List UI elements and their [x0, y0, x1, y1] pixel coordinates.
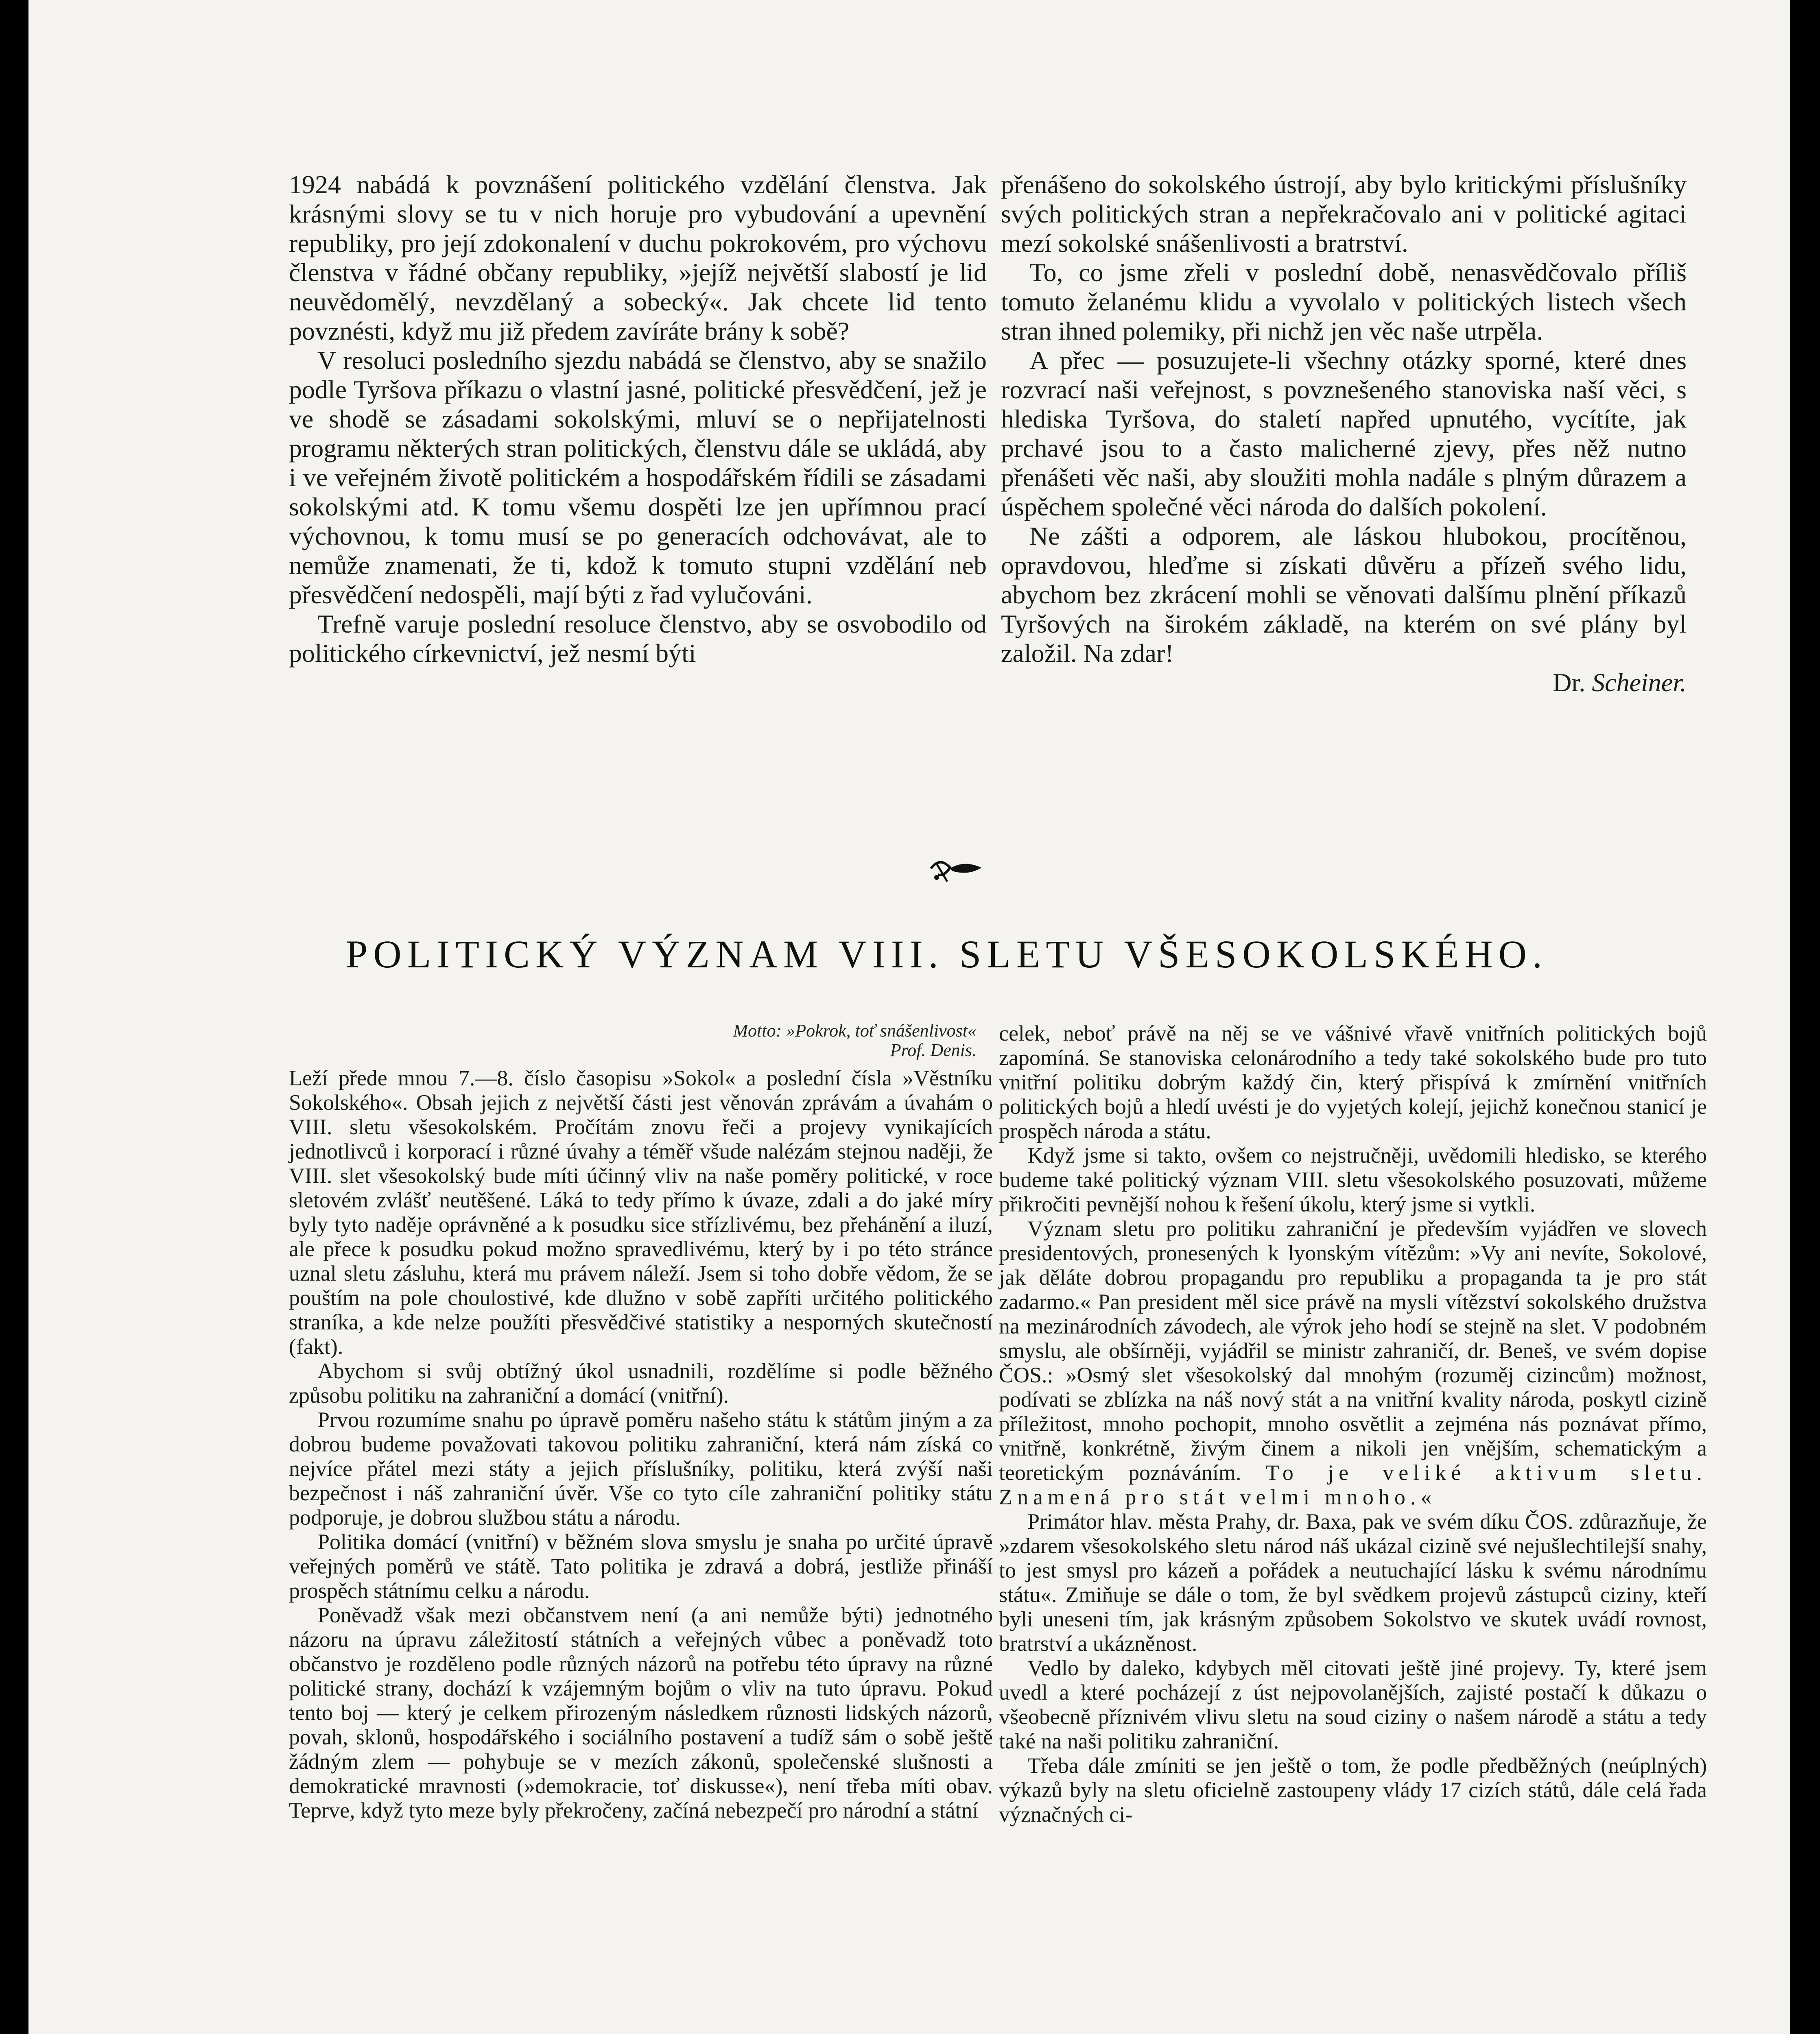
paragraph: Politika domácí (vnitřní) v běžném slova smyslu je snaha po určité úpravě veřejných poměrů ve státě. Tato politika je zdravá a dobrá, jestliže přináší prospěch státnímu celku a národu. — [289, 1530, 993, 1603]
leaf-ornament-icon — [928, 852, 985, 885]
quote-text: Význam sletu pro politiku zahraniční je především vyjádřen ve slovech presidentových, pronesených k lyonským vítězům: »Vy ani nevíte, Sokolové, jak děláte dobrou propagandu pro republiku a propaganda ta je pro stát zadarmo.« Pan president měl sice právě na mysli vítězství sokolského družstva na mezinárodních závodech, ale výrok jeho hodí se stejně na slet. V podobném smyslu, ale obšírněji, vyjádřil se ministr zahraničí, dr. Beneš, ve svém dopise ČOS.: »Osmý slet všesokolský dal mnohým (rozuměj cizincům) možnost, podívati se zblízka na náš nový stát a na vnitřní kvality národa, poskytl cizině příležitost, mnoho pochopit, mnoho osvětlit a zejména nás poznávat přímo, vnitřně, konkrétně, živým činem a nikoli jen vnějším, schematickým a teoretickým poznáváním. — [999, 1216, 1707, 1485]
spaced-quote: To je veliké aktivum sletu. Znamená pro stát velmi mnoho.« — [999, 1460, 1707, 1509]
motto — [598, 1021, 977, 1060]
paragraph: Abychom si svůj obtížný úkol usnadnili, rozdělíme si podle běžného způsobu politiku na zahraniční a domácí (vnitřní). — [289, 1359, 993, 1408]
paragraph: Když jsme si takto, ovšem co nejstručněji, uvědomili hledisko, se kterého budeme také politický význam VIII. sletu všesokolského posuzovati, můžeme přikročiti pevnější nohou k řešení úkolu, který jsme si vytkli. — [999, 1143, 1707, 1216]
author-signature — [1001, 668, 1687, 697]
paragraph: přenášeno do sokolského ústrojí, aby bylo kritickými příslušníky svých politických stran a nepřekračovalo ani v politické agitaci mezí sokolské snášenlivosti a bratrství. — [1001, 170, 1687, 258]
paragraph: Trefně varuje poslední resoluce členstvo, aby se osvobodilo od politického církevnictví, jež nesmí býti — [289, 609, 987, 668]
paragraph: Ne zášti a odporem, ale láskou hlubokou, procítěnou, opravdovou, hleďme si získati důvěru a přízeň svého lidu, abychom bez zkrácení mohli se věnovati dalšímu plnění příkazů Tyršových na širokém základě, na kterém on své plány byl založil. Na zdar! — [1001, 522, 1687, 668]
bottom-left-column — [289, 1066, 993, 1822]
paragraph: To, co jsme zřeli v poslední době, nenasvědčovalo příliš tomuto želanému klidu a vyvolalo v politických listech všech stran ihned polemiky, při nichž jen věc naše utrpěla. — [1001, 258, 1687, 345]
signature-prefix: Dr. — [1553, 668, 1592, 697]
top-left-column — [289, 170, 987, 668]
signature-name: Scheiner. — [1592, 668, 1687, 697]
paragraph: A přec — posuzujete-li všechny otázky sporné, které dnes rozvrací naši veřejnost, s povznešeného stanoviska naší věci, s hlediska Tyršova, do staletí napřed upnutého, vycítíte, jak prchavé jsou to a často malicherné zjevy, přes něž nutno přenášeti věc naši, aby sloužiti mohla nadále s plným důrazem a úspěchem společné věci národa do dalších pokolení. — [1001, 346, 1687, 521]
paragraph: Prvou rozumíme snahu po úpravě poměru našeho státu k státům jiným a za dobrou budeme považovati takovou politiku zahraniční, která nám získá co nejvíce přátel mezi státy a jejich příslušníky, politiku, která zvýší naši bezpečnost i náš zahraniční úvěr. Vše co tyto cíle zahraniční politiky státu podporuje, je dobrou službou státu a národu. — [289, 1408, 993, 1530]
bottom-right-column — [999, 1021, 1707, 1827]
paragraph: 1924 nabádá k povznášení politického vzdělání členstva. Jak krásnými slovy se tu v nich horuje pro vybudování a upevnění republiky, pro její zdokonalení v duchu pokrokovém, pro výchovu členstva v řádné občany republiky, »jejíž největší slabostí je lid neuvědomělý, nevzdělaný a sobecký«. Jak chcete lid tento povznésti, když mu již předem zavíráte brány k sobě? — [289, 170, 987, 345]
top-right-column — [1001, 170, 1687, 697]
page — [28, 0, 1790, 2034]
paragraph: Poněvadž však mezi občanstvem není (a ani nemůže býti) jednotného názoru na úpravu záležitostí státních a veřejných vůbec a poněvadž toto občanstvo je rozděleno podle různých názorů na potřebu této úpravy na různé politické strany, dochází k vzájemným bojům o vliv na tuto úpravu. Pokud tento boj — který je celkem přirozeným následkem různosti lidských názorů, povah, sklonů, hospodářského i sociálního postavení a tudíž sám o sobě ještě žádným zlem — pohybuje se v mezích zákonů, společenské slušnosti a demokratické mravnosti (»demokracie, toť diskusse«), není třeba míti obav. Teprve, když tyto meze byly překročeny, začíná nebezpečí pro národní a státní — [289, 1603, 993, 1822]
paragraph — [999, 1216, 1707, 1509]
paragraph: V resoluci posledního sjezdu nabádá se členstvo, aby se snažilo podle Tyršova příkazu o vlastní jasné, politické přesvědčení, jež je ve shodě se zásadami sokolskými, mluví se o nepřijatelnosti programu některých stran politických, členstvu dále se ukládá, aby i ve veřejném životě politickém a hospodářském řídili se zásadami sokolskými atd. K tomu všemu dospěti lze jen upřímnou prací výchovnou, k tomu musí se po generacích odchovávat, ale to nemůže znamenati, že ti, kdož k tomuto stupni vzdělání neb přesvědčení nedospěli, mají býti z řad vylučováni. — [289, 346, 987, 609]
paragraph: celek, neboť právě na něj se ve vášnivé vřavě vnitřních politických bojů zapomíná. Se stanoviska celonárodního a tedy také sokolského bude pro tuto vnitřní politiku dobrým každý čin, který přispívá k zmírnění vnitřních politických bojů a hledí uvésti je do vyjetých kolejí, jejichž konečnou stanicí je prospěch národa a státu. — [999, 1021, 1707, 1143]
paragraph: Leží přede mnou 7.—8. číslo časopisu »Sokol« a poslední čísla »Věstníku Sokolského«. Obsah jejich z největší části jest věnován zprávám a úvahám o VIII. sletu všesokolském. Pročítám znovu řeči a projevy vynikajících jednotlivců i korporací i různé úvahy a téměř všude nalézám stejnou naději, že VIII. slet všesokolský bude míti účinný vliv na naše poměry politické, v roce sletovém zvlášť neutěšené. Láká to tedy přímo k úvaze, zdali a do jaké míry byly tyto naděje oprávněné a k posudku sice střízlivému, bez přehánění a iluzí, ale přece k posudku pokud možno spravedlivému, který by i po této stránce uznal sletu zásluhu, která mu právem náleží. Jsem si toho dobře vědom, že se pouštím na pole choulostivé, kde dlužno v sobě zapříti určitého politického straníka, a kde nelze použíti přesvědčivé statistiky a nesporných skutečností (fakt). — [289, 1066, 993, 1359]
paragraph: Vedlo by daleko, kdybych měl citovati ještě jiné projevy. Ty, které jsem uvedl a které pocházejí z úst nejpovolanějších, zajisté postačí k důkazu o všeobecně příznivém vlivu sletu na soud ciziny o našem národě a státu a tedy také na naši politiku zahraniční. — [999, 1656, 1707, 1753]
motto-text: Motto: »Pokrok, toť snášenlivost« — [733, 1021, 977, 1041]
article-title: POLITICKÝ VÝZNAM VIII. SLETU VŠESOKOLSKÉHO. — [346, 932, 1548, 976]
motto-author: Prof. Denis. — [890, 1040, 977, 1060]
paragraph: Primátor hlav. města Prahy, dr. Baxa, pak ve svém díku ČOS. zdůrazňuje, že »zdarem všesokolského sletu národ náš ukázal cizině své nejušlechtilejší snahy, to jest smysl pro kázeň a pořádek a neutuchající lásku k svému národnímu státu«. Zmiňuje se dále o tom, že byl svědkem projevů zástupců ciziny, kteří byli uneseni tím, jak krásným způsobem Sokolstvo ve skutek uvádí rovnost, bratrství a ukázněnost. — [999, 1509, 1707, 1656]
paragraph: Třeba dále zmíniti se jen ještě o tom, že podle předběžných (neúplných) výkazů byly na sletu oficielně zastoupeny vlády 17 cizích států, dále celá řada význačných ci- — [999, 1753, 1707, 1827]
